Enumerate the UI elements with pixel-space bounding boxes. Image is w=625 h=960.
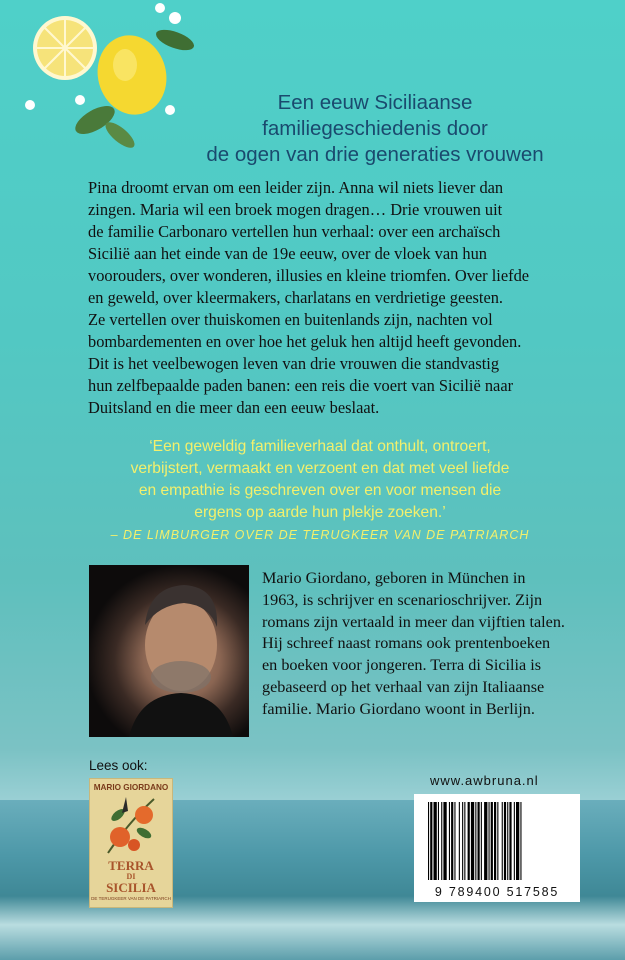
lees-ook-label: Lees ook:	[89, 758, 148, 773]
synopsis-line: en geweld, over kleermakers, charlatans en verdrietige geesten.	[88, 288, 504, 307]
related-book-author: MARIO GIORDANO	[93, 783, 169, 792]
bio-line: Hij schreef naast romans ook prentenboeken	[262, 634, 551, 653]
tagline-line: familiegeschiedenis door	[262, 117, 488, 140]
synopsis-line: hun zelfbepaalde paden banen: een reis die voert van Sicilië naar	[88, 376, 514, 395]
publisher-url: www.awbruna.nl	[430, 773, 539, 788]
isbn-number: 9 789400 517585	[434, 885, 560, 899]
quote-source: – DE LIMBURGER OVER DE TERUGKEER VAN DE PATRIARCH	[110, 528, 530, 542]
related-book-title-line: SICILIA	[106, 880, 156, 895]
synopsis-line: voorouders, over wonderen, illusies en kleine triomfen. Over liefde	[88, 266, 530, 285]
bio-line: en boeken voor jongeren. Terra di Sicilia is	[262, 656, 542, 675]
synopsis-line: Ze vertellen over thuiskomen en buitenlands zijn, nachten vol	[88, 310, 493, 329]
author-bio	[262, 568, 565, 721]
quote-line: en empathie is geschreven over en voor mensen die	[138, 482, 502, 499]
bio-line: 1963, is schrijver en scenarioschrijver. Zijn	[262, 590, 543, 609]
synopsis-line: de familie Carbonaro vertellen hun verhaal: over een archaïsch	[88, 222, 501, 241]
related-book-title-line: DI	[126, 872, 136, 881]
related-book-cover	[89, 778, 173, 908]
author-photo	[89, 565, 249, 737]
bio-line: Mario Giordano, geboren in München in	[262, 569, 526, 587]
synopsis-line: Pina droomt ervan om een leider zijn. Anna wil niets liever dan	[88, 178, 504, 197]
barcode-bars	[426, 802, 568, 880]
quote-line: verbijstert, vermaakt en verzoent en dat met veel liefde	[130, 460, 510, 477]
tagline-line: de ogen van drie generaties vrouwen	[206, 143, 544, 166]
quote-line: ergens op aarde hun plekje zoeken.’	[194, 504, 446, 521]
bio-line: gebaseerd op het verhaal van zijn Italiaanse	[262, 677, 545, 696]
synopsis-line: bombardementen en over hoe het geluk hen altijd heeft gevonden.	[88, 332, 522, 351]
orange-branch-icon	[98, 793, 164, 857]
synopsis-line: zingen. Maria wil een broek mogen dragen… Drie vrouwen uit	[88, 200, 503, 219]
bio-line: romans zijn vertaald in meer dan vijftien talen.	[262, 612, 565, 631]
bio-line: familie. Mario Giordano woont in Berlijn.	[262, 699, 535, 718]
related-book-title	[90, 859, 172, 894]
synopsis-line: Duitsland en die meer dan een eeuw beslaat.	[88, 398, 380, 417]
synopsis-line: Sicilië aan het einde van de 19e eeuw, over de vloek van hun	[88, 244, 487, 263]
tagline-line: Een eeuw Siciliaanse	[277, 91, 473, 114]
barcode	[414, 794, 580, 902]
tagline	[140, 90, 610, 168]
author-portrait-icon	[89, 565, 249, 737]
synopsis	[88, 177, 548, 419]
related-book-title-line: TERRA	[108, 858, 154, 873]
related-book-subtitle: DE TERUGKEER VAN DE PATRIARCH	[91, 896, 171, 901]
press-quote	[60, 436, 580, 546]
synopsis-line: Dit is het veelbewogen leven van drie vrouwen die standvastig	[88, 354, 500, 373]
quote-line: ‘Een geweldig familieverhaal dat onthult, ontroert,	[149, 438, 491, 455]
